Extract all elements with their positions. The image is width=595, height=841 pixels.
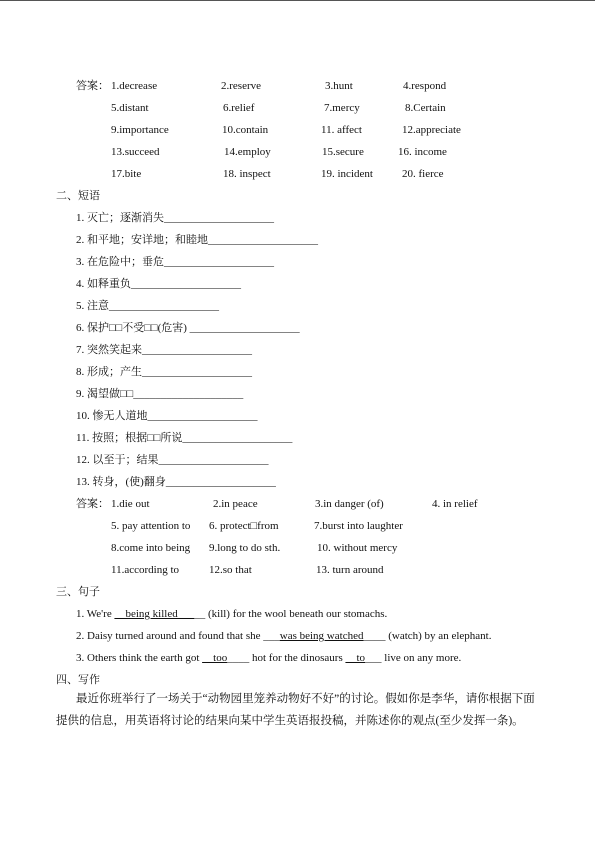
sentence-text: __ (kill) for the wool beneath our stomachs.	[194, 608, 388, 620]
answer-item: 18. inspect	[223, 168, 271, 180]
sentence-answer: __to	[345, 652, 366, 664]
phrase-item: 6. 保护□□不受□□(危害) ____________________	[76, 322, 300, 334]
section-heading-phrases: 二、短语	[56, 190, 100, 202]
answer-item: 20. fierce	[402, 168, 444, 180]
answer-item: 7.mercy	[324, 102, 360, 114]
sentence-1	[76, 607, 387, 621]
sentence-3	[76, 651, 461, 665]
answers-label: 答案：	[76, 80, 109, 92]
answer-item: 3.hunt	[325, 80, 353, 92]
section-heading-sentences: 三、句子	[56, 586, 100, 598]
answer-item: 6.relief	[223, 102, 255, 114]
answer-item: 2.in peace	[213, 498, 258, 510]
answer-item: 1.decrease	[111, 80, 158, 92]
answer-item: 10. without mercy	[317, 542, 398, 554]
answer-item: 16. income	[398, 146, 447, 158]
answer-item: 7.burst into laughter	[314, 520, 403, 532]
sentence-text: 2. Daisy turned around and found that she ___	[76, 630, 280, 642]
answers-label: 答案：	[76, 498, 109, 510]
answer-item: 8.come into being	[111, 542, 191, 554]
answer-item: 5.distant	[111, 102, 149, 114]
answer-item: 12.appreciate	[402, 124, 461, 136]
sentence-text: ____ (watch) by an elephant.	[363, 630, 492, 642]
answer-item: 6. protect□from	[209, 520, 279, 532]
answer-item: 12.so that	[209, 564, 252, 576]
phrase-item: 9. 渴望做□□____________________	[76, 388, 244, 400]
phrase-item: 8. 形成；产生____________________	[76, 366, 252, 378]
sentence-text: 1. We're	[76, 608, 115, 620]
phrase-item: 13. 转身，(使)翻身____________________	[76, 476, 276, 488]
phrase-item: 4. 如释重负____________________	[76, 278, 241, 290]
answer-item: 4. in relief	[432, 498, 478, 510]
answer-item: 4.respond	[403, 80, 447, 92]
sentence-text: ___ live on any more.	[365, 652, 462, 664]
answer-item: 9.long to do sth.	[209, 542, 281, 554]
answer-item: 13. turn around	[316, 564, 384, 576]
answer-item: 11. affect	[321, 124, 362, 136]
phrase-item: 2. 和平地；安详地；和睦地____________________	[76, 234, 318, 246]
answer-item: 13.succeed	[111, 146, 160, 158]
sentence-answer: __being killed___	[114, 608, 195, 620]
phrase-item: 11. 按照；根据□□所说____________________	[76, 432, 293, 444]
answer-item: 9.importance	[111, 124, 169, 136]
writing-prompt-text: 最近你班举行了一场关于“动物园里笼养动物好不好”的讨论。假如你是李华，请你根据下面提供的信息，用英语将讨论的结果向某中学生英语报投稿，并陈述你的观点(至少发挥一条)。	[56, 693, 535, 727]
section-heading-writing: 四、写作	[56, 674, 100, 686]
answer-item: 1.die out	[111, 498, 150, 510]
phrase-item: 5. 注意____________________	[76, 300, 219, 312]
answer-item: 5. pay attention to	[111, 520, 191, 532]
sentence-answer: was being watched	[279, 630, 364, 642]
sentence-text: 3. Others think the earth got	[76, 652, 203, 664]
phrase-item: 12. 以至于；结果____________________	[76, 454, 269, 466]
answer-item: 15.secure	[322, 146, 364, 158]
answer-item: 14.employ	[224, 146, 271, 158]
phrase-item: 1. 灭亡；逐渐消失____________________	[76, 212, 274, 224]
writing-prompt	[56, 688, 540, 732]
page-top-rule	[0, 0, 595, 1]
sentence-answer: __too	[202, 652, 228, 664]
phrase-item: 10. 惨无人道地____________________	[76, 410, 258, 422]
phrase-item: 3. 在危险中；垂危____________________	[76, 256, 274, 268]
answer-item: 19. incident	[321, 168, 373, 180]
answer-item: 3.in danger (of)	[315, 498, 384, 510]
answer-item: 2.reserve	[221, 80, 262, 92]
sentence-text: ____ hot for the dinosaurs	[227, 652, 346, 664]
answer-item: 17.bite	[111, 168, 142, 180]
sentence-2	[76, 629, 491, 643]
phrase-item: 7. 突然笑起来____________________	[76, 344, 252, 356]
answer-item: 11.according to	[111, 564, 180, 576]
answer-item: 10.contain	[222, 124, 269, 136]
answer-item: 8.Certain	[405, 102, 446, 114]
